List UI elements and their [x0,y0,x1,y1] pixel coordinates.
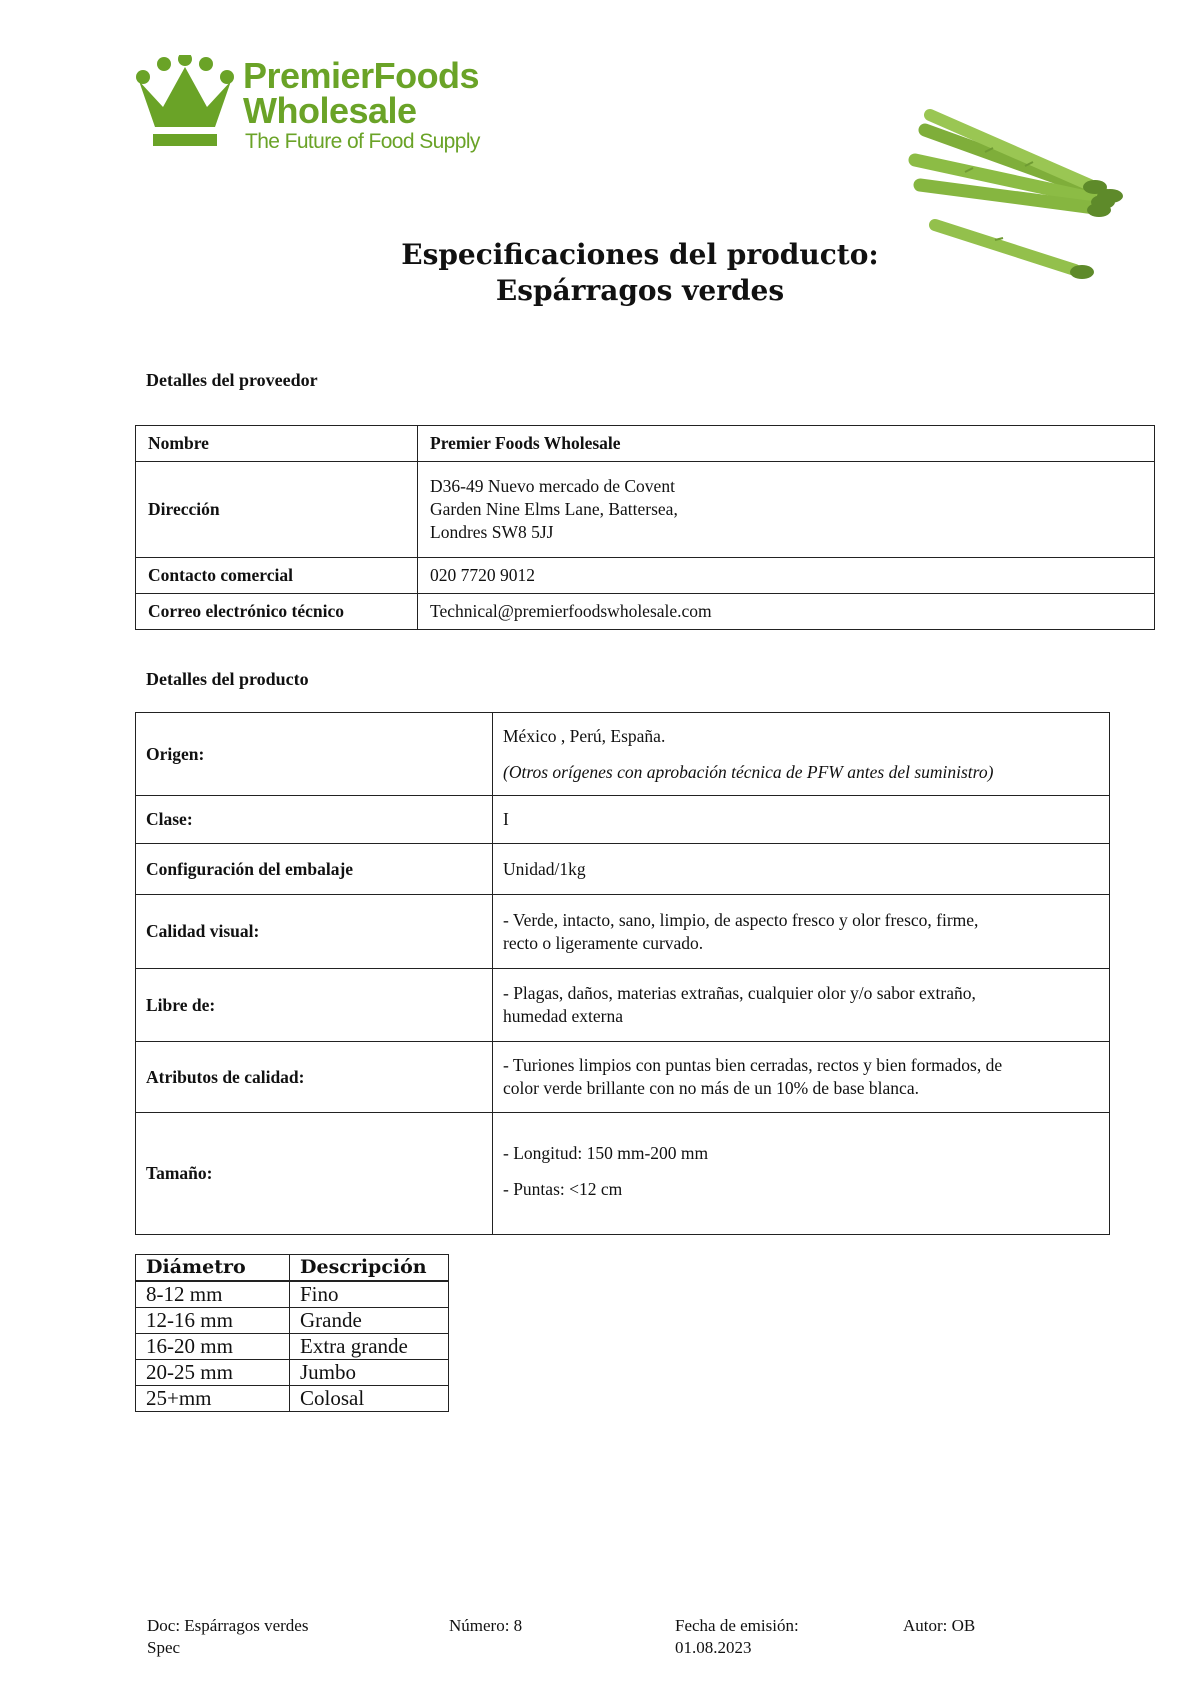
footer-doc-line1: Doc: Espárragos verdes [147,1616,309,1635]
product-value [493,1042,1110,1113]
product-key: Clase: [136,796,493,844]
diameter-cell: 12-16 mm [136,1308,290,1334]
table-header-row [136,1255,449,1282]
product-key: Atributos de calidad: [136,1042,493,1113]
logo-brand-line2: Wholesale [243,90,417,131]
value-line: - Longitud: 150 mm-200 mm [503,1143,709,1163]
table-row [136,969,1110,1042]
diameter-cell: 25+mm [136,1386,290,1412]
supplier-email: Technical@premierfoodswholesale.com [418,594,1155,630]
product-table [135,712,1110,1235]
description-cell: Grande [290,1308,449,1334]
product-key: Origen: [136,713,493,796]
supplier-value: Premier Foods Wholesale [418,426,1155,462]
diameter-table [135,1254,449,1412]
table-row [136,1360,449,1386]
supplier-key: Nombre [136,426,418,462]
footer-issue-date: 01.08.2023 [675,1638,752,1657]
value-line: humedad externa [503,1006,624,1026]
page-title [350,237,930,309]
diameter-cell: 20-25 mm [136,1360,290,1386]
table-row [136,895,1110,969]
footer-doc [147,1615,308,1659]
supplier-heading: Detalles del proveedor [146,370,318,390]
title-line-1: Especificaciones del producto: [401,238,879,271]
table-row [136,844,1110,895]
footer-number: Número: 8 [449,1616,523,1635]
table-row [136,462,1155,558]
product-value [493,1113,1110,1235]
value-line: color verde brillante con no más de un 10% de base blanca. [503,1078,919,1098]
column-header: Descripción [290,1255,449,1282]
product-key: Configuración del embalaje [136,844,493,895]
product-key: Libre de: [136,969,493,1042]
product-heading: Detalles del producto [146,669,309,689]
product-value [493,713,1110,796]
product-key: Calidad visual: [136,895,493,969]
table-row [136,1042,1110,1113]
company-logo [133,55,503,155]
column-header: Diámetro [136,1255,290,1282]
description-cell: Colosal [290,1386,449,1412]
diameter-cell: 16-20 mm [136,1334,290,1360]
description-cell: Extra grande [290,1334,449,1360]
table-row [136,426,1155,462]
title-line-2: Espárragos verdes [495,274,785,307]
supplier-key: Dirección [136,462,418,558]
crown-icon [133,55,237,149]
supplier-value [418,462,1155,558]
table-row [136,713,1110,796]
address-line: D36-49 Nuevo mercado de Covent [430,476,675,496]
table-row [136,558,1155,594]
supplier-table [135,425,1155,630]
product-key: Tamaño: [136,1113,493,1235]
table-row [136,1334,449,1360]
supplier-key: Correo electrónico técnico [136,594,418,630]
description-cell: Jumbo [290,1360,449,1386]
description-cell: Fino [290,1281,449,1308]
table-row [136,1308,449,1334]
value-line: recto o ligeramente curvado. [503,932,704,953]
logo-tagline: The Future of Food Supply [245,130,480,153]
table-row [136,594,1155,630]
table-row [136,796,1110,844]
value-line: - Plagas, daños, materias extrañas, cualquier olor y/o sabor extraño, [503,983,976,1003]
product-value: I [493,796,1110,844]
footer-doc-line2: Spec [147,1638,181,1657]
product-value: Unidad/1kg [493,844,1110,895]
table-row [136,1281,449,1308]
product-value [493,895,1110,969]
value-line: - Turiones limpios con puntas bien cerradas, rectos y bien formados, de [503,1055,1003,1075]
logo-brand-line1: PremierFoods [243,55,480,96]
supplier-value: 020 7720 9012 [418,558,1155,594]
table-row [136,1113,1110,1235]
footer-issue [675,1615,799,1659]
supplier-key: Contacto comercial [136,558,418,594]
address-line: Garden Nine Elms Lane, Battersea, [430,499,678,519]
product-value [493,969,1110,1042]
asparagus-image [905,100,1135,300]
value-line: - Verde, intacto, sano, limpio, de aspecto fresco y olor fresco, firme, [503,909,979,930]
footer-author: Autor: OB [903,1616,976,1635]
address-line: Londres SW8 5JJ [430,522,554,542]
footer-issue-label: Fecha de emisión: [675,1616,799,1635]
diameter-cell: 8-12 mm [136,1281,290,1308]
origin-countries: México , Perú, España. [503,726,666,746]
origin-note: (Otros orígenes con aprobación técnica de PFW antes del suministro) [503,762,994,782]
value-line: - Puntas: <12 cm [503,1179,623,1199]
table-row [136,1386,449,1412]
